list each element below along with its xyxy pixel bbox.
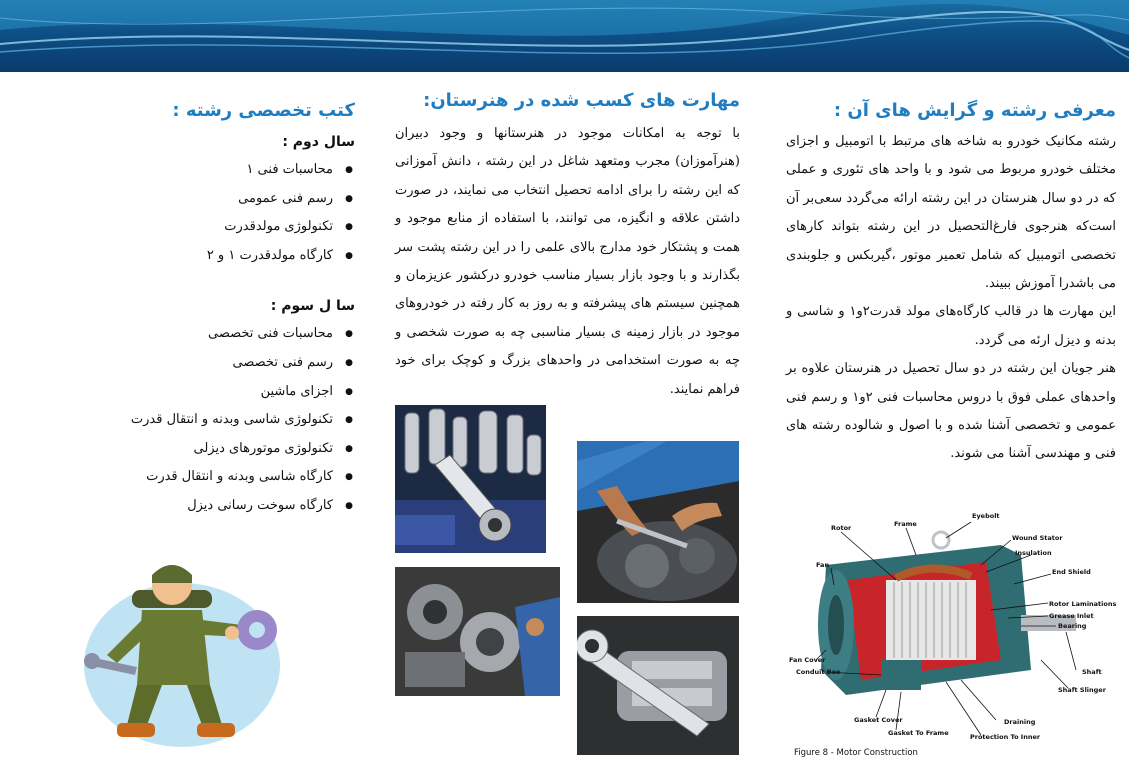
label-fan: Fan — [816, 561, 830, 569]
label-gasket-cover: Gasket Cover — [854, 716, 903, 724]
label-protection-to-inner: Protection To Inner — [970, 733, 1041, 741]
header-banner — [0, 0, 1129, 72]
list-item: ● کارگاه سوخت رسانی دیزل — [110, 492, 333, 521]
tools-photo — [395, 405, 546, 553]
skills-heading: مهارت های کسب شده در هنرستان: — [423, 90, 740, 111]
label-end-shield: End Shield — [1052, 568, 1091, 576]
list-item: ● رسم فنی عمومی — [110, 185, 333, 214]
intro-paragraph-2: این مهارت ها در قالب کارگاه‌های مولد قدرت۲و۱ و شاسی و بدنه و دیزل ارئه می گردد. — [786, 304, 1116, 348]
label-conduit-box: Conduit Box — [796, 668, 841, 676]
intro-paragraph-1: رشته مکانیک خودرو به شاخه های مرتبط با اتومبیل و اجزای مختلف خودرو مربوط می شود و با واحد های تئوری و عملی که در دو سال هنرستان در این رشته ارائه می‌گردد سعی‌بر آن است‌که هنرجوی فارغ‌التحصیل در این رشته بتواند کارهای تخصصی اتومبیل که شامل تعمیر موتور ،گیربکس و جلوبندی می باشدرا آموزش ببیند. — [786, 134, 1116, 292]
intro-heading: معرفی رشته و گرایش های آن : — [833, 100, 1116, 121]
label-eyebolt: Eyebolt — [972, 512, 1000, 520]
engine-photo — [395, 567, 560, 696]
label-shaft: Shaft — [1082, 668, 1102, 676]
label-gasket-to-frame: Gasket To Frame — [888, 729, 949, 737]
list-item: ● تکنولوژی موتورهای دیزلی — [110, 435, 333, 464]
label-frame: Frame — [894, 520, 917, 528]
year3-list — [110, 320, 355, 520]
list-item: ● کارگاه شاسی وبدنه و انتقال قدرت — [110, 463, 333, 492]
intro-paragraph-3: هنر جویان این رشته در دو سال تحصیل در هنرستان علاوه بر واحدهای عملی فوق با دروس محاسبات فنی ۲و۱ و رسم فنی عمومی و تخصصی آشنا شده و با اصول و شالوده رشته های فنی و مهندسی آشنا می شوند. — [786, 361, 1116, 462]
skills-paragraph: با توجه به امکانات موجود در هنرستانها و وجود دبیران (هنرآموزان) مجرب ومتعهد شاغل در این رشته ، دانش آموزانی که این رشته را برای ادامه تحصیل انتخاب می نمایند، در صورت داشتن علاقه و انگیزه، می توانند، با استفاده از منابع موجود و همت و پشتکار خود مدارج بالای علمی را در این رشته پشت سر بگذارند و با وجود بازار بسیار مناسب خودرو درکشور عزیزمان و همچنین سیستم های پیشرفته و به روز به کار رفته در خودروهای موجود در بازار زمینه ی بسیار مناسبی چه به صورت شخصی و چه به صورت استخدامی در واحدهای بزرگ و کوچک برای خود فراهم نمایند. — [395, 126, 740, 397]
year2-list — [110, 156, 355, 270]
label-insulation: Insulation — [1015, 549, 1052, 557]
year2-title: سال دوم : — [282, 134, 355, 150]
mechanic-photo — [577, 441, 739, 603]
year3-title: سا ل سوم : — [270, 298, 355, 315]
list-item: ● تکنولوژی شاسی وبدنه و انتقال قدرت — [110, 406, 333, 435]
books-heading: کتب تخصصی رشته : — [172, 100, 355, 121]
list-item: ● محاسبات فنی تخصصی — [110, 320, 333, 349]
label-rotor-laminations: Rotor Laminations — [1049, 600, 1116, 608]
skills-column — [395, 88, 740, 404]
list-item: ● تکنولوژی مولدقدرت — [110, 213, 333, 242]
motor-diagram — [786, 510, 1116, 757]
list-item: ● رسم فنی تخصصی — [110, 349, 333, 378]
list-item: ● محاسبات فنی ۱ — [110, 156, 333, 185]
label-wound-stator: Wound Stator — [1012, 534, 1063, 542]
label-fan-cover: Fan Cover — [789, 656, 826, 664]
label-bearing: Bearing — [1058, 622, 1087, 630]
list-item: ● اجزای ماشین — [110, 378, 333, 407]
list-item: ● کارگاه مولدقدرت ۱ و ۲ — [110, 242, 333, 271]
mechanic-cartoon — [82, 545, 282, 750]
diagram-caption: Figure 8 - Motor Construction — [794, 748, 918, 757]
label-grease-inlet: Grease Inlet — [1049, 612, 1094, 620]
wrench-engine-photo — [577, 616, 739, 755]
label-shaft-slinger: Shaft Slinger — [1058, 686, 1106, 694]
intro-column — [786, 98, 1116, 469]
label-rotor: Rotor — [831, 524, 852, 532]
label-draining: Draining — [1004, 718, 1036, 726]
books-column — [110, 98, 355, 521]
